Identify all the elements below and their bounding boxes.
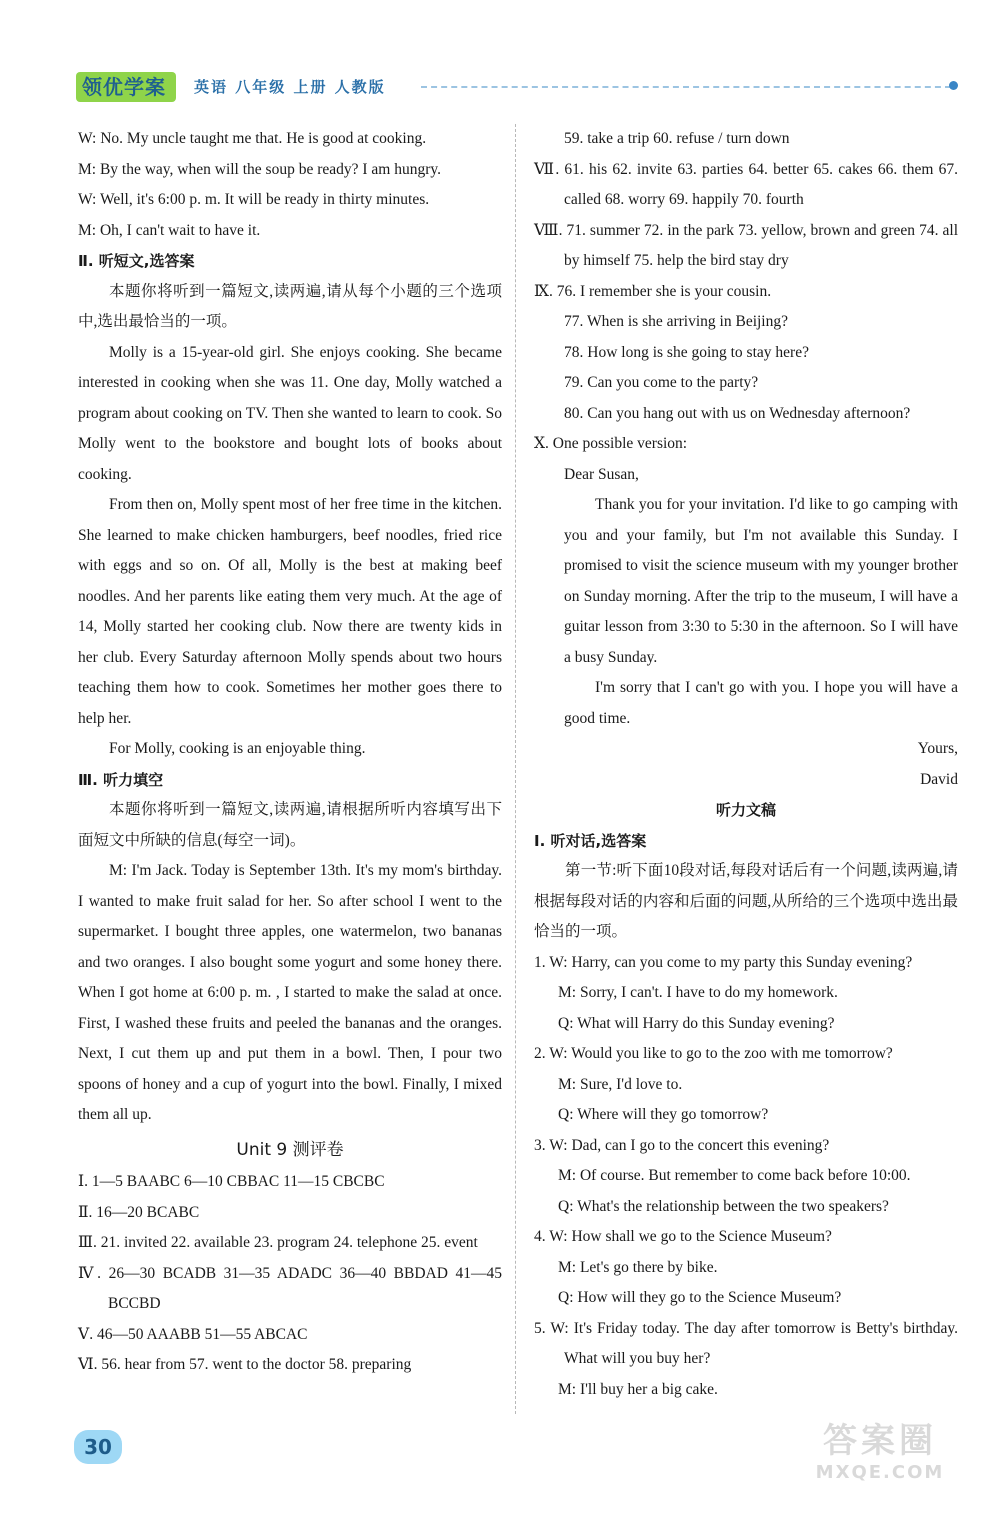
left-paragraph: Ⅱ. 听短文,选答案 xyxy=(78,252,195,270)
right-paragraph: M: Let's go there by bike. xyxy=(558,1258,718,1276)
subject-label: 英语 八年级 上册 人教版 xyxy=(194,78,386,96)
right-paragraph: Dear Susan, xyxy=(564,465,639,483)
right-paragraph: 77. When is she arriving in Beijing? xyxy=(564,313,788,330)
left-paragraph: Ⅲ. 听力填空 xyxy=(78,770,164,789)
right-paragraph: 听力文稿 xyxy=(715,801,776,819)
right-paragraph: I'm sorry that I can't go with you. I hope you will have a good time. xyxy=(564,679,958,727)
right-paragraph: M: I'll buy her a big cake. xyxy=(558,1380,718,1398)
left-paragraph: Unit 9 测评卷 xyxy=(236,1139,344,1160)
left-paragraph: For Molly, cooking is an enjoyable thing. xyxy=(109,740,366,757)
left-paragraph: M: By the way, when will the soup be ready? I am hungry. xyxy=(78,160,442,178)
left-paragraph: Ⅱ. 16—20 BCABC xyxy=(78,1203,200,1221)
left-paragraph: 本题你将听到一篇短文,读两遍,请根据所听内容填写出下面短文中所缺的信息(每空一词)。 xyxy=(78,801,502,849)
right-paragraph: Q: How will they go to the Science Museum? xyxy=(558,1289,842,1306)
left-column xyxy=(78,124,502,1381)
right-column xyxy=(534,124,958,1405)
left-paragraph: 本题你将听到一篇短文,读两遍,请从每个小题的三个选项中,选出最恰当的一项。 xyxy=(78,282,502,330)
right-paragraph: 第一节:听下面10段对话,每段对话后有一个问题,读两遍,请根据每段对话的内容和后面的问题,从所给的三个选项中选出最恰当的一项。 xyxy=(534,862,958,940)
right-paragraph: Q: What will Harry do this Sunday evening? xyxy=(558,1014,835,1032)
header-dot xyxy=(949,81,958,90)
right-paragraph: M: Of course. But remember to come back before 10:00. xyxy=(558,1167,911,1184)
right-paragraph: Ⅶ. 61. his 62. invite 63. parties 64. better 65. cakes 66. them 67. called 68. worry 69. happily 70. fourth xyxy=(534,160,958,208)
column-divider xyxy=(515,124,516,1414)
right-paragraph: 1. W: Harry, can you come to my party this Sunday evening? xyxy=(534,953,913,971)
left-paragraph: Ⅲ. 21. invited 22. available 23. program 24. telephone 25. event xyxy=(78,1234,478,1251)
watermark-line1: 答案圈 xyxy=(823,1421,937,1461)
right-paragraph: 79. Can you come to the party? xyxy=(564,374,759,391)
right-paragraph: Ⅸ. 76. I remember she is your cousin. xyxy=(534,282,772,300)
brand-logo: 领优学案 xyxy=(76,72,176,102)
left-paragraph: Ⅳ. 26—30 BCADB 31—35 ADADC 36—40 BBDAD 41—45 BCCBD xyxy=(78,1264,502,1312)
left-paragraph: W: Well, it's 6:00 p. m. It will be ready in thirty minutes. xyxy=(78,191,430,208)
left-paragraph: Molly is a 15-year-old girl. She enjoys cooking. She became interested in cooking when she was 11. One day, Molly watched a program about cooking on TV. Then she wanted to learn to cook. So Molly went to the bookstore and bought lots of books about cooking. xyxy=(78,343,502,483)
watermark-line2: MXQE.COM xyxy=(815,1462,945,1483)
right-paragraph: Yours, xyxy=(917,740,958,757)
right-paragraph: 5. W: It's Friday today. The day after tomorrow is Betty's birthday. What will you buy her? xyxy=(534,1319,958,1367)
right-paragraph: David xyxy=(920,770,958,788)
left-paragraph: Ⅵ. 56. hear from 57. went to the doctor 58. preparing xyxy=(78,1356,412,1373)
right-paragraph: M: Sure, I'd love to. xyxy=(558,1075,683,1093)
left-paragraph: Ⅰ. 1—5 BAABC 6—10 CBBAC 11—15 CBCBC xyxy=(78,1173,385,1190)
right-paragraph: 4. W: How shall we go to the Science Museum? xyxy=(534,1228,832,1245)
left-paragraph: From then on, Molly spent most of her free time in the kitchen. She learned to make chicken hamburgers, beef noodles, fried rice with eggs and so on. Of all, Molly is the best at making beef noodles. And her parents like eating them very much. At the age of 14, Molly started her cooking club. Now there are twenty kids in her club. Every Saturday afternoon Molly spends about two hours teaching them how to cook. Sometimes her mother goes there to help her. xyxy=(78,496,502,727)
left-paragraph: Ⅴ. 46—50 AAABB 51—55 ABCAC xyxy=(78,1325,308,1343)
right-paragraph: 2. W: Would you like to go to the zoo with me tomorrow? xyxy=(534,1045,893,1062)
right-paragraph: Ⅰ. 听对话,选答案 xyxy=(534,831,647,850)
watermark-logo xyxy=(790,1420,970,1500)
right-paragraph: 80. Can you hang out with us on Wednesday afternoon? xyxy=(564,404,911,422)
left-paragraph: W: No. My uncle taught me that. He is good at cooking. xyxy=(78,130,427,147)
right-paragraph: 78. How long is she going to stay here? xyxy=(564,343,809,361)
right-paragraph: 3. W: Dad, can I go to the concert this evening? xyxy=(534,1136,830,1154)
right-paragraph: Q: What's the relationship between the two speakers? xyxy=(558,1197,889,1215)
right-paragraph: Ⅹ. One possible version: xyxy=(534,435,688,452)
header-divider xyxy=(421,86,951,88)
left-paragraph: M: Oh, I can't wait to have it. xyxy=(78,221,261,239)
right-paragraph: 59. take a trip 60. refuse / turn down xyxy=(564,130,790,147)
page-number: 30 xyxy=(74,1430,122,1464)
right-paragraph: Q: Where will they go tomorrow? xyxy=(558,1106,769,1123)
page-header xyxy=(76,72,956,104)
right-paragraph: M: Sorry, I can't. I have to do my homework. xyxy=(558,984,838,1001)
right-paragraph: Ⅷ. 71. summer 72. in the park 73. yellow, brown and green 74. all by himself 75. help the bird stay dry xyxy=(534,221,958,269)
left-paragraph: M: I'm Jack. Today is September 13th. It's my mom's birthday. I wanted to make fruit salad for her. So after school I went to the supermarket. I bought three apples, one watermelon, two bananas and two oranges. I also bought some yogurt and some honey there. When I got home at 6:00 p. m. , I started to make the salad at once. First, I washed these fruits and peeled the bananas and the oranges. Next, I cut them up and put them in a bowl. Then, I pour two spoons of honey and a cup of yogurt into the bowl. Finally, I mixed them all up. xyxy=(78,862,502,1123)
right-paragraph: Thank you for your invitation. I'd like to go camping with you and your family, but I'm not available this Sunday. I promised to visit the science museum with my younger brother on Sunday morning. After the trip to the museum, I will have a guitar lesson from 3:30 to 5:30 in the afternoon. So I will have a busy Sunday. xyxy=(564,496,958,666)
